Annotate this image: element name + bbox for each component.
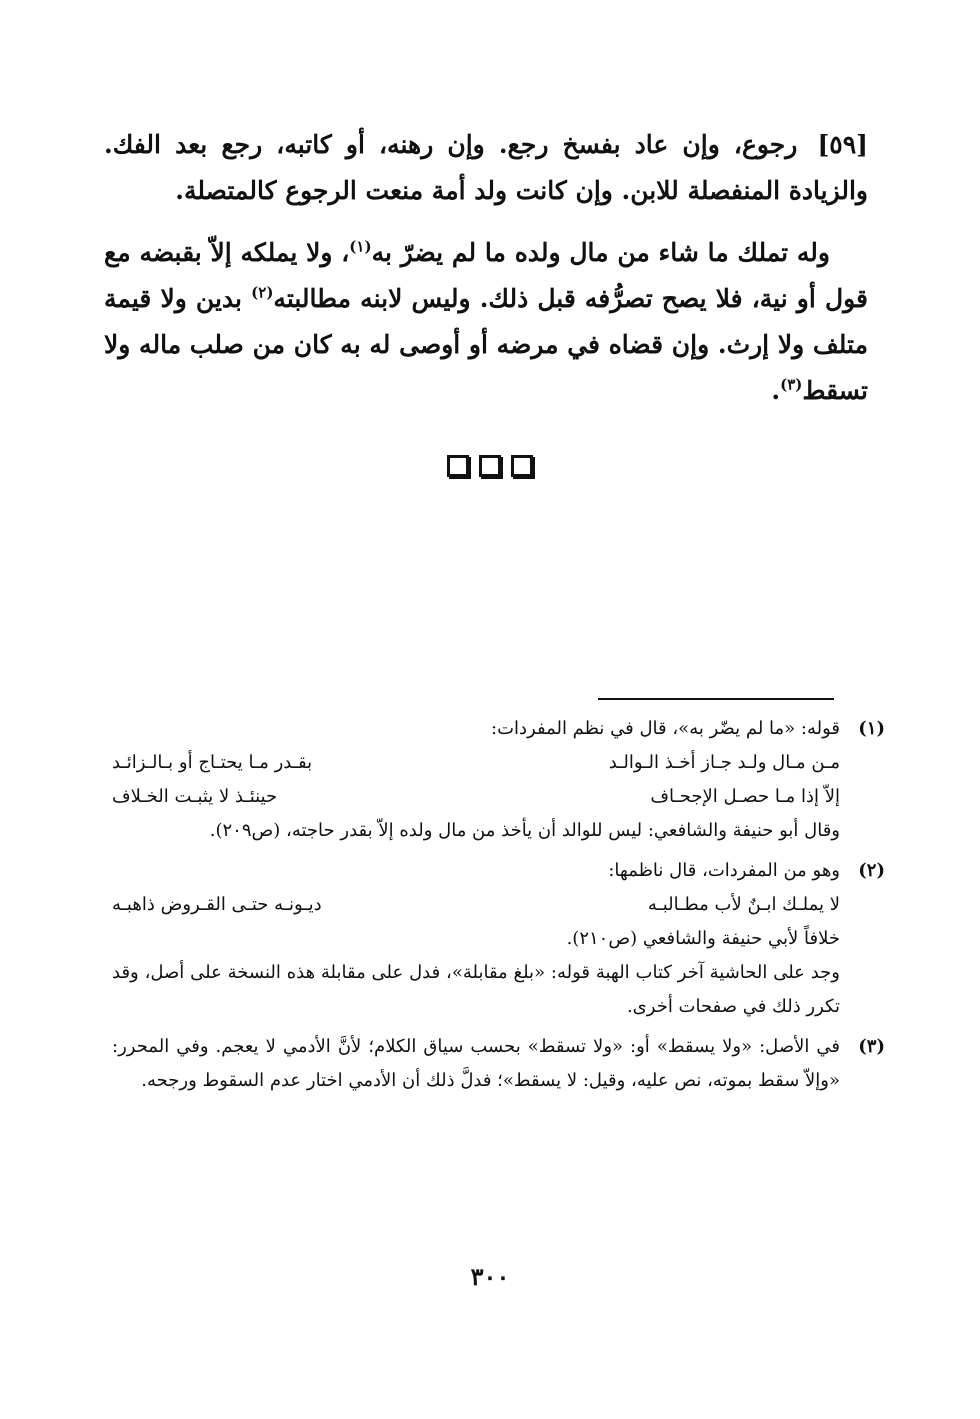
paragraph-2-text-b: ، ولا يملكه إلاّ بقبضه مع قول أو نية، فلا يصح تصرُّفه قبل ذلك. وليس لابنه مطالبته	[104, 238, 868, 313]
ornament-square-icon	[511, 455, 533, 477]
footnote-2-intro: وهو من المفردات، قال ناظمها:	[608, 860, 840, 881]
footnote-number: (٢)	[858, 860, 885, 881]
footnote-1-intro: قوله: «ما لم يضّر به»، قال في نظم المفردات:	[491, 718, 840, 739]
verse-hemistich: مـن مـال ولـد جـاز أخـذ الـوالـد	[608, 752, 840, 773]
page-number: ٣٠٠	[470, 1262, 510, 1291]
footnote-1	[112, 712, 885, 848]
verse-line	[112, 746, 840, 780]
footnote-2-note-2: وجد على الحاشية آخر كتاب الهبة قوله: «بلغ مقابلة»، فدل على مقابلة هذه النسخة على أصل، وقد تكرر ذلك في صفحات أخرى.	[112, 962, 840, 1017]
verse-hemistich: إلاّ إذا مـا حصـل الإجحـاف	[650, 786, 840, 807]
verse-hemistich: حينئـذ لا يثبـت الخـلاف	[112, 786, 278, 807]
ornament-square-icon	[479, 455, 501, 477]
paragraph-2	[104, 230, 868, 414]
footnote-2-note-1: خلافاً لأبي حنيفة والشافعي (ص٢١٠).	[566, 928, 840, 949]
paragraph-2-text-c: بدين ولا قيمة متلف ولا إرث. وإن قضاه في مرضه أو أوصى له به كان من صلب ماله ولا تسقط	[104, 284, 868, 405]
footnote-ref-3[interactable]: (٣)	[780, 375, 803, 394]
section-end-ornament	[0, 455, 980, 477]
footnotes	[112, 712, 885, 1098]
section-marker: [٥٩]	[817, 130, 868, 159]
paragraph-2-text-d: .	[771, 376, 781, 405]
footnote-3-text: في الأصل: «ولا يسقط» أو: «ولا تسقط» بحسب سياق الكلام؛ لأنَّ الأدمي لا يعجم. وفي المحرر: «وإلاّ سقط بموته، نص عليه، وقيل: لا يسقط»؛ فدلَّ ذلك أن الأدمي اختار عدم السقوط ورجحه.	[112, 1036, 840, 1091]
verse-hemistich: بقـدر مـا يحتـاج أو بـالـزائـد	[112, 752, 313, 773]
verse-hemistich: ديـونـه حتـى القـروض ذاهبـه	[112, 894, 322, 915]
footnote-number: (١)	[858, 718, 885, 739]
footnote-number: (٣)	[858, 1036, 885, 1057]
footnote-1-note: وقال أبو حنيفة والشافعي: ليس للوالد أن يأخذ من مال ولده إلاّ بقدر حاجته، (ص٢٠٩).	[209, 820, 840, 841]
footnote-separator	[598, 698, 834, 700]
verse-line	[112, 780, 840, 814]
paragraph-1-text: رجوع، وإن عاد بفسخ رجع. وإن رهنه، أو كاتبه، رجع بعد الفك. والزيادة المنفصلة للابن. وإن كانت ولد أمة منعت الرجوع كالمتصلة.	[104, 130, 868, 205]
footnote-ref-2[interactable]: (٢)	[251, 283, 274, 302]
footnote-ref-1[interactable]: (١)	[349, 237, 372, 256]
verse-hemistich: لا يملـك ابـنٌ لأب مطـالبـه	[647, 894, 840, 915]
main-text	[104, 122, 868, 414]
footnote-2	[112, 854, 885, 1024]
ornament-square-icon	[447, 455, 469, 477]
footnote-3	[112, 1030, 885, 1098]
verse-line	[112, 888, 840, 922]
paragraph-1	[104, 122, 868, 214]
paragraph-2-text-a: وله تملك ما شاء من مال ولده ما لم يضرّ به	[371, 238, 830, 267]
